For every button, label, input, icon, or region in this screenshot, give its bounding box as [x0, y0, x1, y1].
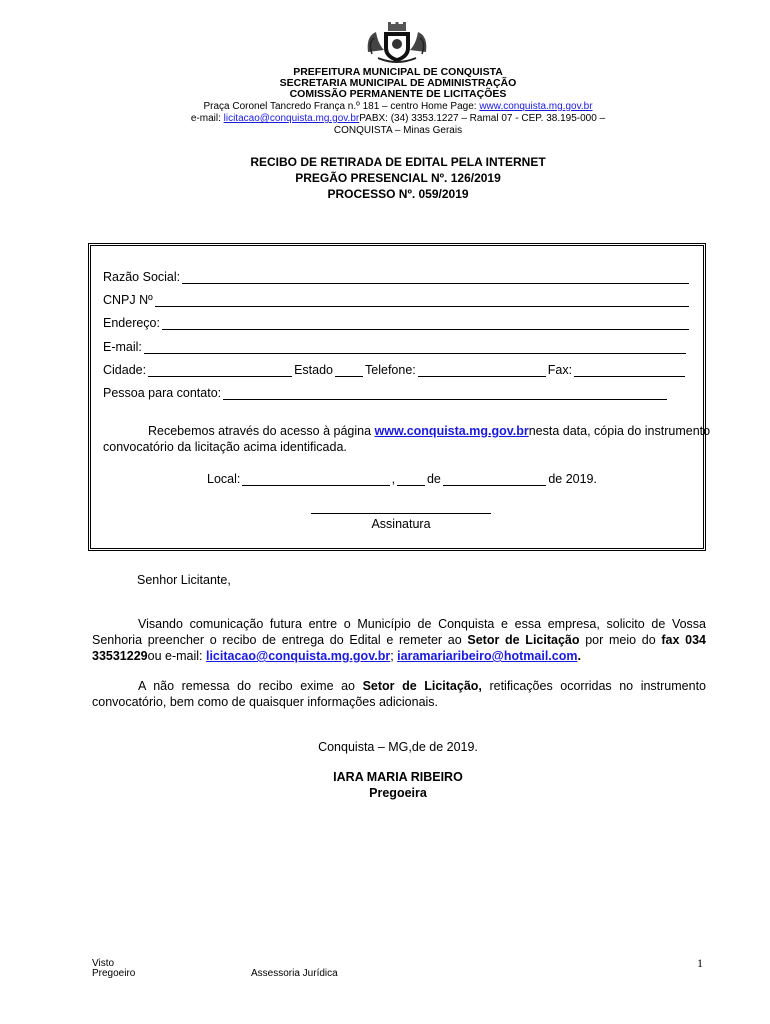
de-text: de — [426, 472, 441, 486]
cidade-label: Cidade: — [103, 363, 147, 377]
razao-social-label: Razão Social: — [103, 270, 181, 284]
licitacao-email-link[interactable]: licitacao@conquista.mg.gov.br — [205, 649, 391, 663]
email-link[interactable]: licitacao@conquista.mg.gov.br — [223, 113, 360, 124]
p2-text: A não remessa do recibo exime ao — [138, 679, 363, 693]
setor-licitacao-text: Setor de Licitação — [467, 633, 580, 647]
razao-social-line[interactable] — [182, 271, 689, 284]
pregoeira-email-link[interactable]: iaramariaribeiro@hotmail.com — [397, 649, 578, 663]
footer-visto: Visto — [92, 958, 115, 969]
fax-number-text: fax 034 33531229 — [92, 633, 706, 663]
header-contact — [0, 113, 770, 125]
email-field-label: E-mail: — [103, 340, 142, 354]
paragraph-notice — [92, 678, 706, 710]
p1-text-3: ou e-mail: — [147, 649, 206, 663]
header-address — [0, 101, 770, 113]
receipt-link[interactable]: www.conquista.mg.gov.br — [374, 424, 529, 438]
processo-number: PROCESSO Nº. 059/2019 — [327, 187, 469, 201]
endereco-field[interactable] — [103, 314, 691, 330]
pessoa-contato-line[interactable] — [223, 387, 667, 400]
telefone-label: Telefone: — [365, 363, 416, 377]
page-number: 1 — [697, 956, 703, 970]
signature-line[interactable] — [311, 513, 491, 514]
municipal-crest-icon — [364, 22, 430, 64]
fax-line[interactable] — [574, 364, 685, 377]
p1-text-2: por meio do — [579, 633, 662, 647]
receipt-statement — [148, 423, 711, 439]
separator-text: ; — [390, 649, 398, 663]
footer-assessoria: Assessoria Jurídica — [251, 968, 338, 979]
paragraph-request — [92, 616, 706, 664]
salutation: Senhor Licitante, — [137, 573, 231, 587]
p1-period: . — [577, 649, 581, 663]
endereco-line[interactable] — [162, 317, 689, 330]
pregao-number: PREGÃO PRESENCIAL Nº. 126/2019 — [295, 171, 501, 185]
local-date-row — [207, 470, 597, 486]
endereco-label: Endereço: — [103, 316, 160, 330]
date-line: Conquista – MG,de de 2019. — [318, 740, 478, 754]
estado-label: Estado — [294, 363, 334, 377]
cnpj-field[interactable] — [103, 291, 691, 307]
year-text: de 2019. — [548, 472, 597, 486]
pabx-text: PABX: (34) 3353.1227 – Ramal 07 - CEP. 38.195-000 – — [359, 113, 606, 124]
day-line[interactable] — [397, 473, 425, 486]
cidade-row — [103, 361, 687, 377]
header-prefeitura: PREFEITURA MUNICIPAL DE CONQUISTA — [293, 66, 503, 78]
header-city: CONQUISTA – Minas Gerais — [333, 125, 463, 136]
pessoa-contato-field[interactable] — [103, 384, 669, 400]
address-text: Praça Coronel Tancredo França n.º 181 – centro Home Page: — [203, 101, 480, 112]
email-line[interactable] — [144, 341, 686, 354]
signer-name: IARA MARIA RIBEIRO — [333, 770, 463, 784]
estado-line[interactable] — [335, 364, 363, 377]
setor-licitacao-text-2: Setor de Licitação, — [362, 679, 482, 693]
p2-text-2: retificações ocorridas no instrumento convocatório, bem como de quaisquer informações adicionais. — [92, 679, 706, 709]
cnpj-line[interactable] — [155, 294, 689, 307]
fax-label: Fax: — [547, 363, 573, 377]
email-field[interactable] — [103, 338, 688, 354]
footer-pregoeiro: Pregoeiro — [92, 968, 136, 979]
email-label: e-mail: — [190, 113, 224, 124]
local-label: Local: — [207, 472, 241, 486]
header-comissao: COMISSÃO PERMANENTE DE LICITAÇÕES — [289, 88, 507, 100]
homepage-link[interactable]: www.conquista.mg.gov.br — [479, 101, 593, 112]
signature-label: Assinatura — [371, 517, 431, 531]
doc-title: RECIBO DE RETIRADA DE EDITAL PELA INTERNET — [250, 155, 546, 169]
receipt-statement-line2: convocatório da licitação acima identificada. — [103, 440, 347, 454]
receipt-text-cont: nesta data, cópia do instrumento — [528, 424, 711, 438]
signer-role: Pregoeira — [369, 786, 427, 800]
cnpj-label: CNPJ Nº — [103, 293, 153, 307]
comma-text: , — [391, 472, 396, 486]
pessoa-contato-label: Pessoa para contato: — [103, 386, 222, 400]
receipt-text: Recebemos através do acesso à página — [148, 424, 375, 438]
p1-text: Visando comunicação futura entre o Município de Conquista e essa empresa, solicito de Vossa Senhoria preencher o recibo de entrega do Edital e remeter ao — [92, 617, 706, 647]
cidade-line[interactable] — [148, 364, 292, 377]
month-line[interactable] — [443, 473, 546, 486]
local-line[interactable] — [242, 473, 389, 486]
telefone-line[interactable] — [418, 364, 546, 377]
header-secretaria: SECRETARIA MUNICIPAL DE ADMINISTRAÇÃO — [279, 77, 517, 89]
razao-social-field[interactable] — [103, 268, 691, 284]
